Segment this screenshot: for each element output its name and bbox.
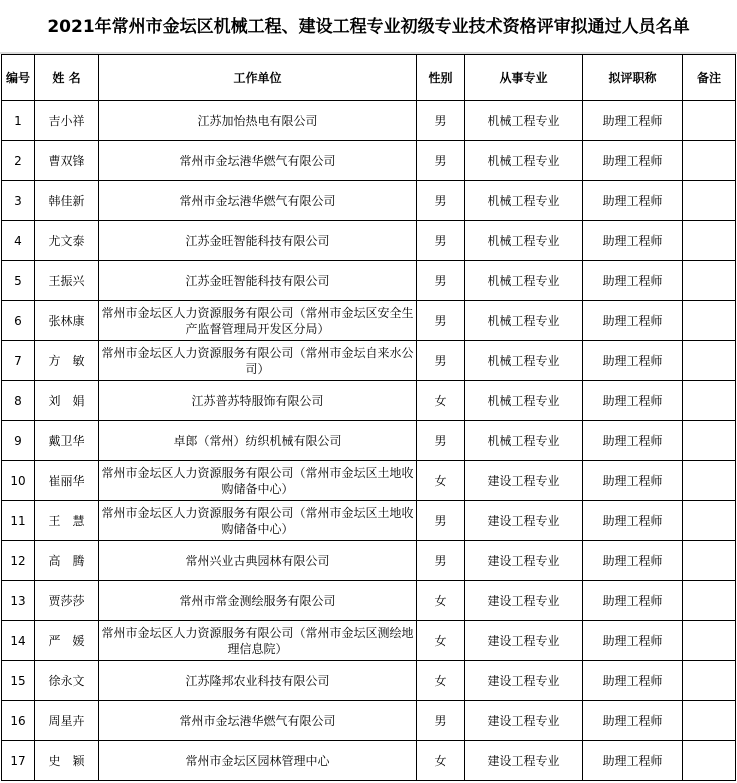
cell-name: 尤文泰: [35, 221, 99, 261]
cell-sex: 男: [417, 181, 465, 221]
cell-name: 韩佳新: [35, 181, 99, 221]
cell-sex: 男: [417, 341, 465, 381]
cell-sex: 男: [417, 421, 465, 461]
cell-specialty: 建设工程专业: [465, 581, 583, 621]
cell-note: [683, 301, 736, 341]
cell-specialty: 机械工程专业: [465, 301, 583, 341]
cell-sex: 男: [417, 221, 465, 261]
cell-note: [683, 581, 736, 621]
header-unit: 工作单位: [99, 55, 417, 101]
cell-unit: 江苏普苏特服饰有限公司: [99, 381, 417, 421]
table-row: [2, 701, 736, 741]
cell-rank: 助理工程师: [583, 541, 683, 581]
table-row: [2, 221, 736, 261]
table-row: [2, 661, 736, 701]
cell-specialty: 建设工程专业: [465, 661, 583, 701]
cell-specialty: 机械工程专业: [465, 181, 583, 221]
cell-num: 2: [2, 141, 35, 181]
cell-num: 9: [2, 421, 35, 461]
cell-note: [683, 341, 736, 381]
cell-sex: 男: [417, 301, 465, 341]
header-num: 编号: [2, 55, 35, 101]
table-row: [2, 341, 736, 381]
cell-note: [683, 141, 736, 181]
cell-specialty: 建设工程专业: [465, 541, 583, 581]
cell-num: 5: [2, 261, 35, 301]
header-sex: 性别: [417, 55, 465, 101]
table-header-row: [2, 55, 736, 101]
cell-unit: 江苏金旺智能科技有限公司: [99, 221, 417, 261]
cell-rank: 助理工程师: [583, 661, 683, 701]
cell-sex: 男: [417, 501, 465, 541]
cell-name: 王振兴: [35, 261, 99, 301]
table-row: [2, 501, 736, 541]
cell-name: 崔丽华: [35, 461, 99, 501]
cell-name: 徐永文: [35, 661, 99, 701]
cell-name: 王 慧: [35, 501, 99, 541]
cell-rank: 助理工程师: [583, 741, 683, 781]
cell-note: [683, 381, 736, 421]
cell-name: 高 腾: [35, 541, 99, 581]
cell-unit: 常州市金坛区人力资源服务有限公司（常州市金坛区安全生产监督管理局开发区分局）: [99, 301, 417, 341]
cell-specialty: 机械工程专业: [465, 221, 583, 261]
header-name: 姓 名: [35, 55, 99, 101]
cell-num: 13: [2, 581, 35, 621]
cell-num: 15: [2, 661, 35, 701]
cell-sex: 男: [417, 261, 465, 301]
cell-unit: 常州市金坛区园林管理中心: [99, 741, 417, 781]
cell-note: [683, 701, 736, 741]
cell-name: 方 敏: [35, 341, 99, 381]
cell-specialty: 机械工程专业: [465, 141, 583, 181]
cell-rank: 助理工程师: [583, 301, 683, 341]
cell-name: 曹双锋: [35, 141, 99, 181]
cell-unit: 江苏隆邦农业科技有限公司: [99, 661, 417, 701]
cell-sex: 女: [417, 621, 465, 661]
table-row: [2, 301, 736, 341]
cell-specialty: 机械工程专业: [465, 341, 583, 381]
cell-num: 4: [2, 221, 35, 261]
cell-num: 7: [2, 341, 35, 381]
cell-unit: 常州市金坛区人力资源服务有限公司（常州市金坛区土地收购储备中心）: [99, 501, 417, 541]
cell-sex: 男: [417, 101, 465, 141]
cell-sex: 男: [417, 141, 465, 181]
cell-rank: 助理工程师: [583, 461, 683, 501]
cell-rank: 助理工程师: [583, 581, 683, 621]
table-row: [2, 101, 736, 141]
cell-rank: 助理工程师: [583, 341, 683, 381]
cell-sex: 女: [417, 381, 465, 421]
cell-num: 17: [2, 741, 35, 781]
cell-specialty: 建设工程专业: [465, 741, 583, 781]
cell-sex: 男: [417, 541, 465, 581]
cell-num: 12: [2, 541, 35, 581]
cell-unit: 常州市金坛港华燃气有限公司: [99, 181, 417, 221]
cell-rank: 助理工程师: [583, 261, 683, 301]
table-row: [2, 621, 736, 661]
cell-rank: 助理工程师: [583, 621, 683, 661]
table-row: [2, 261, 736, 301]
cell-unit: 卓郎（常州）纺织机械有限公司: [99, 421, 417, 461]
cell-name: 贾莎莎: [35, 581, 99, 621]
cell-unit: 常州市金坛区人力资源服务有限公司（常州市金坛区土地收购储备中心）: [99, 461, 417, 501]
cell-unit: 江苏金旺智能科技有限公司: [99, 261, 417, 301]
table-row: [2, 181, 736, 221]
cell-note: [683, 461, 736, 501]
cell-specialty: 机械工程专业: [465, 381, 583, 421]
cell-rank: 助理工程师: [583, 421, 683, 461]
cell-num: 16: [2, 701, 35, 741]
roster-table: [1, 54, 736, 781]
cell-unit: 江苏加怡热电有限公司: [99, 101, 417, 141]
cell-note: [683, 661, 736, 701]
cell-num: 14: [2, 621, 35, 661]
cell-specialty: 机械工程专业: [465, 101, 583, 141]
cell-num: 11: [2, 501, 35, 541]
cell-sex: 女: [417, 461, 465, 501]
cell-rank: 助理工程师: [583, 701, 683, 741]
cell-num: 6: [2, 301, 35, 341]
document-title: 2021年常州市金坛区机械工程、建设工程专业初级专业技术资格评审拟通过人员名单: [47, 17, 690, 37]
cell-unit: 常州市金坛区人力资源服务有限公司（常州市金坛区测绘地理信息院）: [99, 621, 417, 661]
cell-specialty: 建设工程专业: [465, 701, 583, 741]
cell-rank: 助理工程师: [583, 181, 683, 221]
table-row: [2, 581, 736, 621]
cell-name: 刘 娟: [35, 381, 99, 421]
cell-rank: 助理工程师: [583, 141, 683, 181]
cell-note: [683, 261, 736, 301]
cell-unit: 常州市金坛区人力资源服务有限公司（常州市金坛自来水公司）: [99, 341, 417, 381]
cell-specialty: 建设工程专业: [465, 461, 583, 501]
cell-name: 张林康: [35, 301, 99, 341]
table-row: [2, 461, 736, 501]
cell-note: [683, 541, 736, 581]
cell-unit: 常州市常金测绘服务有限公司: [99, 581, 417, 621]
table-row: [2, 141, 736, 181]
cell-specialty: 建设工程专业: [465, 621, 583, 661]
cell-unit: 常州市金坛港华燃气有限公司: [99, 701, 417, 741]
cell-rank: 助理工程师: [583, 381, 683, 421]
cell-num: 1: [2, 101, 35, 141]
cell-rank: 助理工程师: [583, 101, 683, 141]
header-note: 备注: [683, 55, 736, 101]
cell-num: 3: [2, 181, 35, 221]
header-specialty: 从事专业: [465, 55, 583, 101]
cell-note: [683, 501, 736, 541]
header-rank: 拟评职称: [583, 55, 683, 101]
cell-rank: 助理工程师: [583, 501, 683, 541]
cell-sex: 男: [417, 701, 465, 741]
cell-name: 严 媛: [35, 621, 99, 661]
cell-num: 8: [2, 381, 35, 421]
cell-note: [683, 181, 736, 221]
table-row: [2, 421, 736, 461]
cell-note: [683, 621, 736, 661]
cell-specialty: 机械工程专业: [465, 421, 583, 461]
cell-note: [683, 221, 736, 261]
cell-note: [683, 741, 736, 781]
cell-specialty: 建设工程专业: [465, 501, 583, 541]
cell-num: 10: [2, 461, 35, 501]
table-row: [2, 381, 736, 421]
cell-note: [683, 101, 736, 141]
cell-note: [683, 421, 736, 461]
cell-specialty: 机械工程专业: [465, 261, 583, 301]
cell-unit: 常州市金坛港华燃气有限公司: [99, 141, 417, 181]
cell-rank: 助理工程师: [583, 221, 683, 261]
cell-sex: 女: [417, 741, 465, 781]
cell-unit: 常州兴业古典园林有限公司: [99, 541, 417, 581]
cell-name: 周星卉: [35, 701, 99, 741]
cell-name: 吉小祥: [35, 101, 99, 141]
cell-name: 戴卫华: [35, 421, 99, 461]
cell-name: 史 颖: [35, 741, 99, 781]
table-row: [2, 741, 736, 781]
cell-sex: 女: [417, 661, 465, 701]
cell-sex: 女: [417, 581, 465, 621]
table-row: [2, 541, 736, 581]
